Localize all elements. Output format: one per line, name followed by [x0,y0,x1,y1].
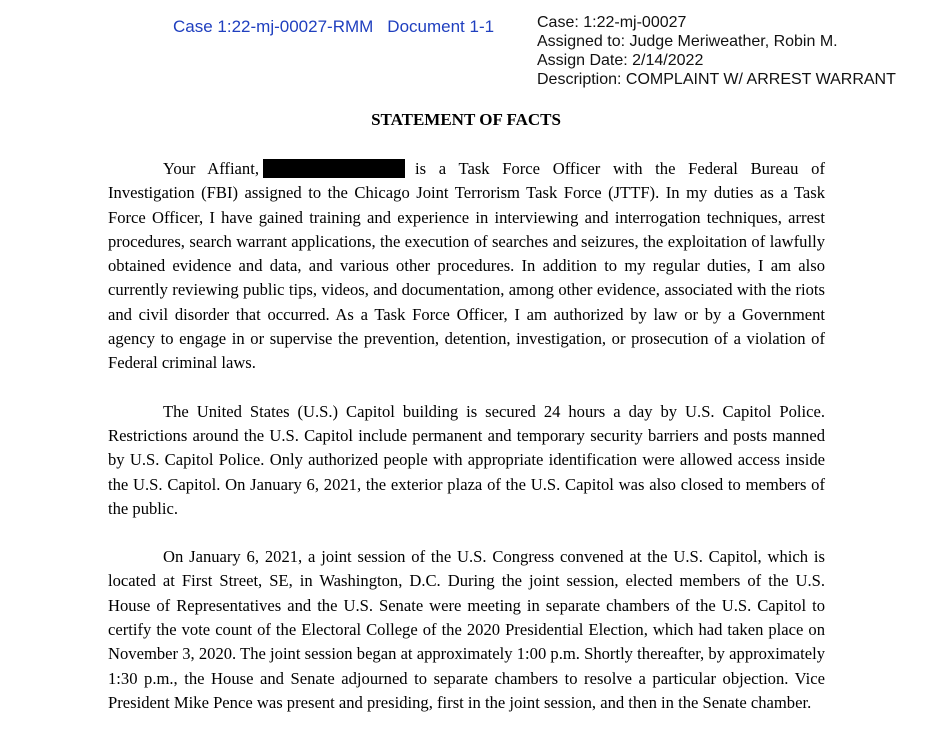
document-title: STATEMENT OF FACTS [371,110,561,129]
assigned-to-line: Assigned to: Judge Meriweather, Robin M. [537,33,838,50]
description-line: Description: COMPLAINT W/ ARREST WARRANT [537,71,896,88]
paragraph-affiant [108,157,825,376]
paragraph-affiant-rest: is a Task Force Officer with the Federal Bureau of Investigation (FBI) assigned to the Chicago Joint Terrorism Task Force (JTTF). In my duties as a Task Force Officer, I have gained training and experience in interviewing and interrogation techniques, arrest procedures, search warrant applications, the execution of searches and seizures, the exploitation of lawfully obtained evidence and data, and various other procedures. In addition to my regular duties, I am also currently reviewing public tips, videos, and documentation, among other evidence, associated with the riots and civil disorder that occurred. As a Task Force Officer, I am authorized by law or by a Government agency to engage in or supervise the prevention, detention, investigation, or prosecution of a violation of Federal criminal laws. [108,159,825,373]
assign-date-line: Assign Date: 2/14/2022 [537,52,704,69]
document-number: Document 1-1 [387,17,495,36]
redaction-block [263,159,405,178]
paragraph-capitol-security: The United States (U.S.) Capitol building is secured 24 hours a day by U.S. Capitol Police. Restrictions around the U.S. Capitol include permanent and temporary security barriers and posts manned by U.S. Capitol Police. Only authorized people with appropriate identification were allowed access inside the U.S. Capitol. On January 6, 2021, the exterior plaza of the U.S. Capitol was also closed to members of the public. [108,401,825,518]
paragraph-joint-session: On January 6, 2021, a joint session of the U.S. Congress convened at the U.S. Capitol, which is located at First Street, SE, in Washington, D.C. During the joint session, elected members of the U.S. House of Representatives and the U.S. Senate were meeting in separate chambers of the U.S. Capitol to certify the vote count of the Electoral College of the 2020 Presidential Election, which had taken place on November 3, 2020. The joint session began at approximately 1:00 p.m. Shortly thereafter, by approximately 1:30 p.m., the House and Senate adjourned to separate chambers to resolve a particular objection. Vice President Mike Pence was present and presiding, first in the joint session, and then in the Senate chamber. [108,547,825,712]
document-body [108,157,825,739]
case-stamp [173,17,494,37]
case-line: Case: 1:22-mj-00027 [537,14,687,31]
paragraph-affiant-start: Your Affiant, [163,159,259,178]
case-number: Case 1:22-mj-00027-RMM [173,17,374,36]
assignment-info [537,13,896,89]
